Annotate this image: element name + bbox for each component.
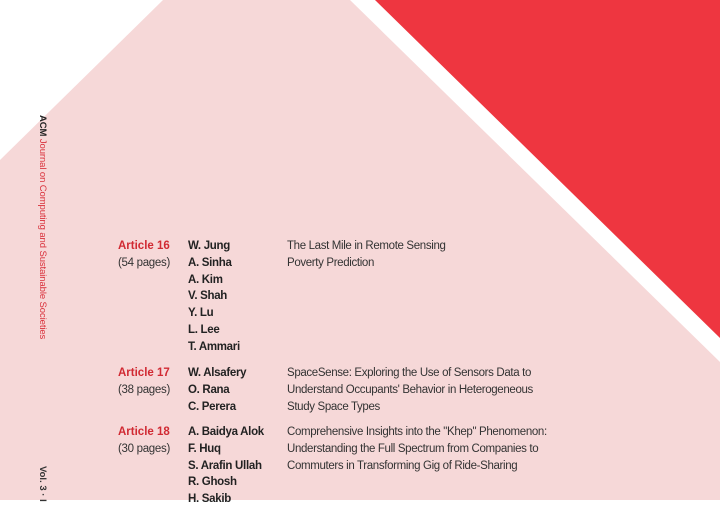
title-line: Understand Occupants' Behavior in Heterogeneous (287, 383, 533, 396)
article-authors (188, 424, 288, 508)
article-title (287, 424, 587, 474)
title-line: SpaceSense: Exploring the Use of Sensors Data to (287, 367, 532, 379)
author: R. Ghosh (188, 476, 237, 489)
author: W. Jung (188, 240, 230, 252)
article-meta (118, 424, 188, 458)
title-line: Understanding the Full Spectrum from Companies to (287, 442, 539, 455)
author: A. Sinha (188, 256, 232, 269)
title-line: Study Space Types (287, 400, 380, 413)
article-pages: (30 pages) (118, 442, 170, 455)
article-title (287, 238, 587, 272)
author: W. Alsafery (188, 367, 247, 379)
title-line: Comprehensive Insights into the "Khep" Phenomenon: (287, 426, 547, 438)
article-meta (118, 238, 188, 272)
article-title (287, 365, 587, 415)
author: S. Arafin Ullah (188, 459, 262, 472)
author: A. Baidya Alok (188, 426, 264, 438)
author: C. Perera (188, 400, 236, 413)
article-meta (118, 365, 188, 399)
article-pages: (38 pages) (118, 383, 170, 396)
title-line: Poverty Prediction (287, 256, 375, 269)
author: A. Kim (188, 273, 223, 286)
article-pages: (54 pages) (118, 256, 170, 269)
spine-publisher: ACM (37, 115, 48, 137)
title-line: Commuters in Transforming Gig of Ride-Sharing (287, 459, 518, 472)
author: V. Shah (188, 290, 228, 303)
article-label: Article 17 (118, 367, 170, 379)
article-label: Article 16 (118, 240, 170, 252)
spine-volume: Vol. 3 · I (37, 466, 48, 502)
author: O. Rana (188, 383, 230, 396)
title-line: The Last Mile in Remote Sensing (287, 240, 446, 252)
author: L. Lee (188, 323, 220, 336)
article-authors (188, 238, 288, 356)
author: T. Ammari (188, 340, 240, 353)
author: H. Sakib (188, 493, 231, 506)
author: F. Huq (188, 442, 221, 455)
spine-journal-name: Journal on Computing and Sustainable Societies (37, 138, 48, 340)
spine-title (37, 115, 48, 339)
article-authors (188, 365, 288, 415)
author: Y. Lu (188, 307, 214, 320)
article-label: Article 18 (118, 426, 170, 438)
